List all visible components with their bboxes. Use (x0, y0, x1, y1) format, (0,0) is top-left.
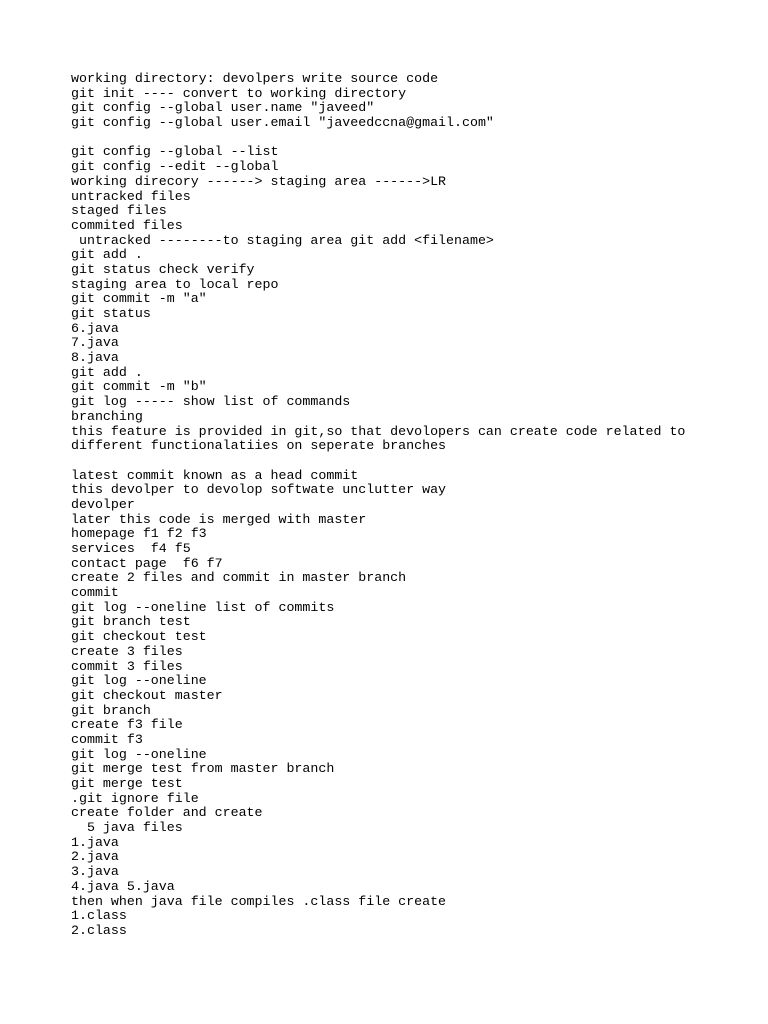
text-line: git log ----- show list of commands (71, 394, 351, 410)
text-line: commited files (71, 217, 183, 233)
text-line: commit f3 (71, 731, 143, 747)
text-line: different functionalatiies on seperate branches (71, 438, 447, 454)
text-line: 6.java (71, 320, 119, 336)
text-line: later this code is merged with master (71, 511, 367, 527)
text-line: this feature is provided in git,so that devolopers can create code related to (71, 423, 686, 439)
text-line: git checkout test (71, 629, 207, 645)
text-line: git config --global user.email "javeedccna@gmail.com" (71, 115, 494, 131)
text-line: git config --edit --global (71, 159, 279, 175)
text-line: git commit -m "a" (71, 291, 207, 307)
text-line: contact page f6 f7 (71, 555, 223, 571)
text-line: 7.java (71, 335, 119, 351)
text-line: git log --oneline (71, 673, 207, 689)
text-line: 1.class (71, 908, 127, 924)
text-line: 8.java (71, 350, 119, 366)
text-line: git add . (71, 247, 143, 263)
text-line: git add . (71, 364, 143, 380)
text-line: create 2 files and commit in master branch (71, 570, 407, 586)
text-line: git checkout master (71, 687, 223, 703)
text-line: then when java file compiles .class file create (71, 893, 447, 909)
text-line: commit 3 files (71, 658, 183, 674)
text-line: git log --oneline list of commits (71, 599, 335, 615)
text-line: commit (71, 585, 119, 601)
text-line: git config --global --list (71, 144, 279, 160)
text-line: git init ---- convert to working directory (71, 85, 407, 101)
text-line: 4.java 5.java (71, 878, 175, 894)
text-line: git branch (71, 702, 151, 718)
text-line: git config --global user.name "javeed" (71, 100, 375, 116)
text-line: working directory: devolpers write source code (71, 71, 439, 86)
text-line: working direcory ------> staging area ------>LR (71, 173, 447, 189)
text-line: untracked --------to staging area git add <filename> (71, 232, 494, 248)
text-line: 1.java (71, 834, 119, 850)
document-page (71, 72, 751, 939)
text-line: git log --oneline (71, 746, 207, 762)
text-line: create 3 files (71, 643, 183, 659)
text-line: git branch test (71, 614, 191, 630)
text-line: devolper (71, 496, 135, 512)
text-line: 2.class (71, 922, 127, 938)
text-line: create f3 file (71, 717, 183, 733)
text-line: 5 java files (71, 820, 183, 836)
text-line: .git ignore file (71, 790, 199, 806)
text-line: staged files (71, 203, 167, 219)
blank-line (71, 131, 751, 146)
text-line: untracked files (71, 188, 191, 204)
text-line: git commit -m "b" (71, 379, 207, 395)
blank-line (71, 454, 751, 469)
text-line: staging area to local repo (71, 276, 279, 292)
text-line: 3.java (71, 864, 119, 880)
text-line: this devolper to devolop softwate unclutter way (71, 482, 447, 498)
text-line: latest commit known as a head commit (71, 467, 359, 483)
text-line: branching (71, 408, 143, 424)
text-line: homepage f1 f2 f3 (71, 526, 207, 542)
text-line: git status (71, 306, 151, 321)
text-line: create folder and create (71, 805, 263, 821)
text-line: 2.java (71, 849, 119, 865)
text-line: git status check verify (71, 261, 255, 277)
text-line: git merge test from master branch (71, 761, 335, 777)
text-line: git merge test (71, 776, 183, 791)
text-line: services f4 f5 (71, 541, 191, 556)
